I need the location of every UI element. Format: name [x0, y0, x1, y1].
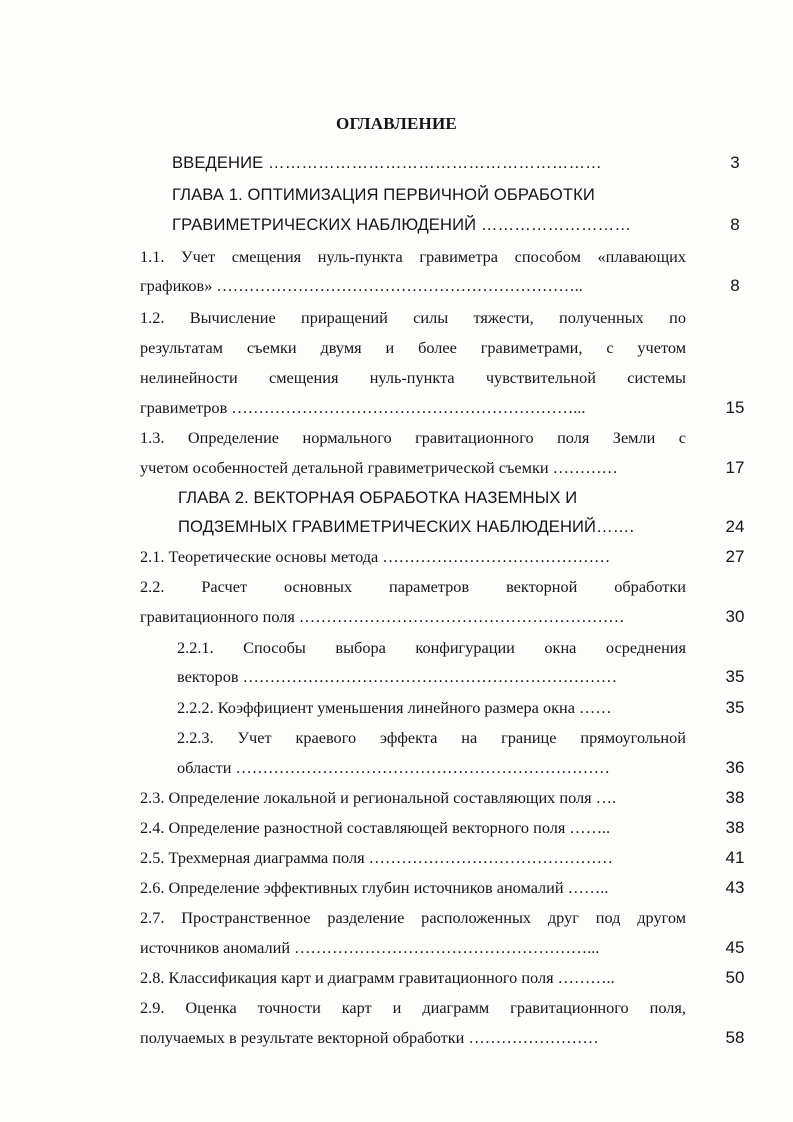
page-title: ОГЛАВЛЕНИЕ: [336, 114, 457, 133]
page-number: 24: [725, 517, 745, 536]
toc-entry-2-2-2: 2.2.2. Коэффициент уменьшения линейного размера окна ……: [177, 698, 612, 717]
page-number: 8: [730, 276, 740, 295]
toc-entry-2-2: 2.2. Расчет основных параметров векторной обработки: [140, 577, 686, 596]
toc-entry-1-1-cont: графиков» …………………………………………………………..: [140, 276, 583, 295]
toc-entry-1-3: 1.3. Определение нормального гравитационного поля Земли с: [140, 428, 686, 447]
toc-entry-1-3-cont: учетом особенностей детальной гравиметрической съемки …………: [140, 458, 618, 477]
page-number: 36: [725, 758, 745, 777]
toc-entry-2-2-1: 2.2.1. Способы выбора конфигурации окна осреднения: [177, 638, 686, 657]
toc-entry-2-1: 2.1. Теоретические основы метода ……………………………………: [140, 547, 611, 566]
page-number: 38: [725, 818, 745, 837]
toc-entry-1-2-cont: гравиметров ………………………………………………………...: [140, 398, 586, 417]
toc-entry-1-1: 1.1. Учет смещения нуль-пункта гравиметра способом «плавающих: [140, 247, 686, 266]
page-number: 58: [725, 1028, 745, 1047]
toc-entry-1-2-cont: нелинейности смещения нуль-пункта чувствительной системы: [140, 368, 686, 387]
toc-entry-1-2: 1.2. Вычисление приращений силы тяжести, полученных по: [140, 308, 686, 327]
page-number: 15: [725, 398, 745, 417]
page-number: 35: [725, 698, 745, 717]
toc-entry-2-7-cont: источников аномалий ………………………………………………...: [140, 938, 600, 957]
page-number: 45: [725, 938, 745, 957]
page-number: 43: [725, 878, 745, 897]
toc-entry-1-2-cont: результатам съемки двумя и более гравиметрами, с учетом: [140, 338, 686, 357]
toc-entry-2-2-1-cont: векторов ……………………………………………………………: [177, 667, 618, 686]
toc-entry-chapter-1: ГЛАВА 1. ОПТИМИЗАЦИЯ ПЕРВИЧНОЙ ОБРАБОТКИ: [172, 185, 595, 204]
toc-entry-chapter-2-cont: ПОДЗЕМНЫХ ГРАВИМЕТРИЧЕСКИХ НАБЛЮДЕНИЙ…….: [178, 517, 635, 536]
page-number: 50: [725, 968, 745, 987]
toc-entry-2-5: 2.5. Трехмерная диаграмма поля ………………………………………: [140, 848, 613, 867]
toc-entry-2-3: 2.3. Определение локальной и региональной составляющих поля ….: [140, 788, 617, 807]
toc-entry-2-2-3-cont: области ……………………………………………………………: [177, 758, 610, 777]
toc-entry-chapter-2: ГЛАВА 2. ВЕКТОРНАЯ ОБРАБОТКА НАЗЕМНЫХ И: [178, 488, 578, 507]
page-number: 8: [730, 215, 740, 234]
toc-entry-chapter-1-cont: ГРАВИМЕТРИЧЕСКИХ НАБЛЮДЕНИЙ ………………………: [172, 215, 632, 234]
toc-entry-2-4: 2.4. Определение разностной составляющей векторного поля ……..: [140, 818, 611, 837]
toc-entry-2-9: 2.9. Оценка точности карт и диаграмм гравитационного поля,: [140, 998, 686, 1017]
toc-entry-intro: ВВЕДЕНИЕ ……………………………………………………: [172, 153, 602, 172]
toc-entry-2-6: 2.6. Определение эффективных глубин источников аномалий ……..: [140, 878, 609, 897]
page-number: 17: [725, 458, 745, 477]
page-number: 3: [730, 153, 740, 172]
toc-entry-2-7: 2.7. Пространственное разделение расположенных друг под другом: [140, 908, 686, 927]
page-number: 35: [725, 667, 745, 686]
page-number: 27: [725, 547, 745, 566]
toc-entry-2-2-3: 2.2.3. Учет краевого эффекта на границе прямоугольной: [177, 728, 686, 747]
toc-entry-2-8: 2.8. Классификация карт и диаграмм гравитационного поля ………..: [140, 968, 615, 987]
page-number: 30: [725, 607, 745, 626]
toc-entry-2-2-cont: гравитационного поля ……………………………………………………: [140, 607, 625, 626]
page-number: 41: [725, 848, 745, 867]
page-number: 38: [725, 788, 745, 807]
toc-entry-2-9-cont: получаемых в результате векторной обработки ……………………: [140, 1028, 599, 1047]
